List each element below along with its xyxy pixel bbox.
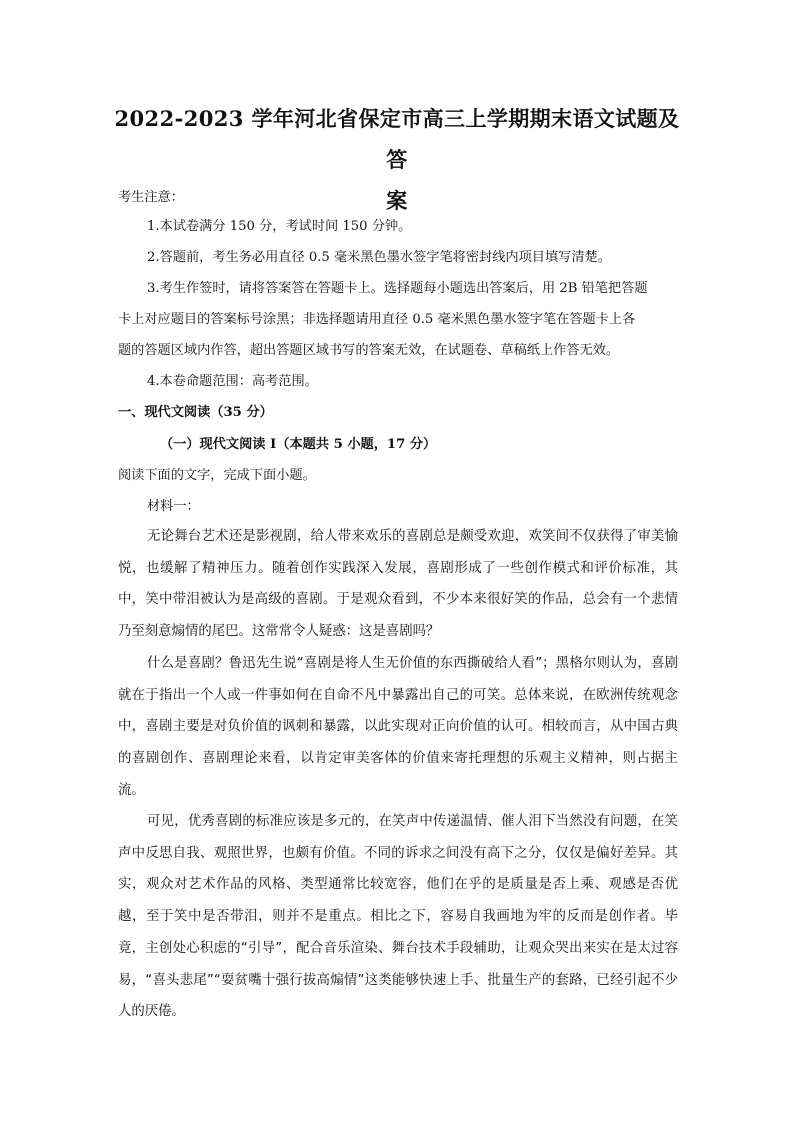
notice-item-continued: 题的答题区域内作答，超出答题区域书写的答案无效，在试题卷、草稿纸上作答无效。 — [118, 343, 620, 358]
notice-item: 2.答题前，考生务必用直径 0.5 毫米黑色墨水签字笔将密封线内项目填写清楚。 — [147, 250, 611, 265]
material-label: 材料一： — [147, 499, 200, 514]
notice-heading: 考生注意： — [118, 190, 184, 205]
notice-item: 4.本卷命题范围：高考范围。 — [147, 374, 318, 389]
reading-instruction: 阅读下面的文字，完成下面小题。 — [118, 468, 316, 483]
notice-item: 1.本试卷满分 150 分，考试时间 150 分钟。 — [147, 219, 412, 234]
notice-item: 3.考生作签时，请将答案答在答题卡上。选择题每小题选出答案后，用 2B 铅笔把答题 — [147, 281, 648, 296]
subsection-heading: （一）现代文阅读 I（本题共 5 小题，17 分） — [160, 437, 437, 452]
paragraph: 无论舞台艺术还是影视剧，给人带来欢乐的喜剧总是颇受欢迎，欢笑间不仅获得了审美愉悦，也缓解了精神压力。随着创作实践深入发展，喜剧形成了一些创作模式和评价标准，其中，笑中带泪被认为是高级的喜剧。于是观众看到，不少本来很好笑的作品，总会有一个悲情乃至刻意煽情的尾巴。这常常令人疑惑：这是喜剧吗？ — [118, 529, 678, 640]
paragraph: 可见，优秀喜剧的标准应该是多元的，在笑声中传递温情、催人泪下当然没有问题，在笑声中反思自我、观照世界，也颇有价值。不同的诉求之间没有高下之分，仅仅是偏好差异。其实，观众对艺术作品的风格、类型通常比较宽容，他们在乎的是质量是否上乘、观感是否优越，至于笑中是否带泪，则并不是重点。相比之下，容易自我画地为牢的反而是创作者。毕竟，主创处心积虑的“引导”，配合音乐渲染、舞台技术手段辅助，让观众哭出来实在是太过容易，“喜头悲尾”“耍贫嘴十强行拔高煽情”这类能够快速上手、批量生产的套路，已经引起不少人的厌倦。 — [118, 814, 678, 1020]
section-heading: 一、现代文阅读（35 分） — [118, 405, 273, 420]
title-line-1: 2022-2023 学年河北省保定市高三上学期期末语文试题及答 — [114, 106, 680, 172]
paragraph: 什么是喜剧？鲁迅先生说“喜剧是将人生无价值的东西撕破给人看”；黑格尔则认为，喜剧就在于指出一个人或一件事如何在自命不凡中暴露出自己的可笑。总体来说，在欧洲传统观念中，喜剧主要是对负价值的讽刺和暴露，以此实现对正向价值的认可。相较而言，从中国古典的喜剧创作、喜剧理论来看，以肯定审美客体的价值来寄托理想的乐观主义精神，则占据主流。 — [118, 656, 678, 798]
notice-item-continued: 卡上对应题目的答案标号涂黑；非选择题请用直径 0.5 毫米黑色墨水签字笔在答题卡上各 — [118, 312, 636, 327]
title-line-2: 案 — [386, 188, 408, 213]
